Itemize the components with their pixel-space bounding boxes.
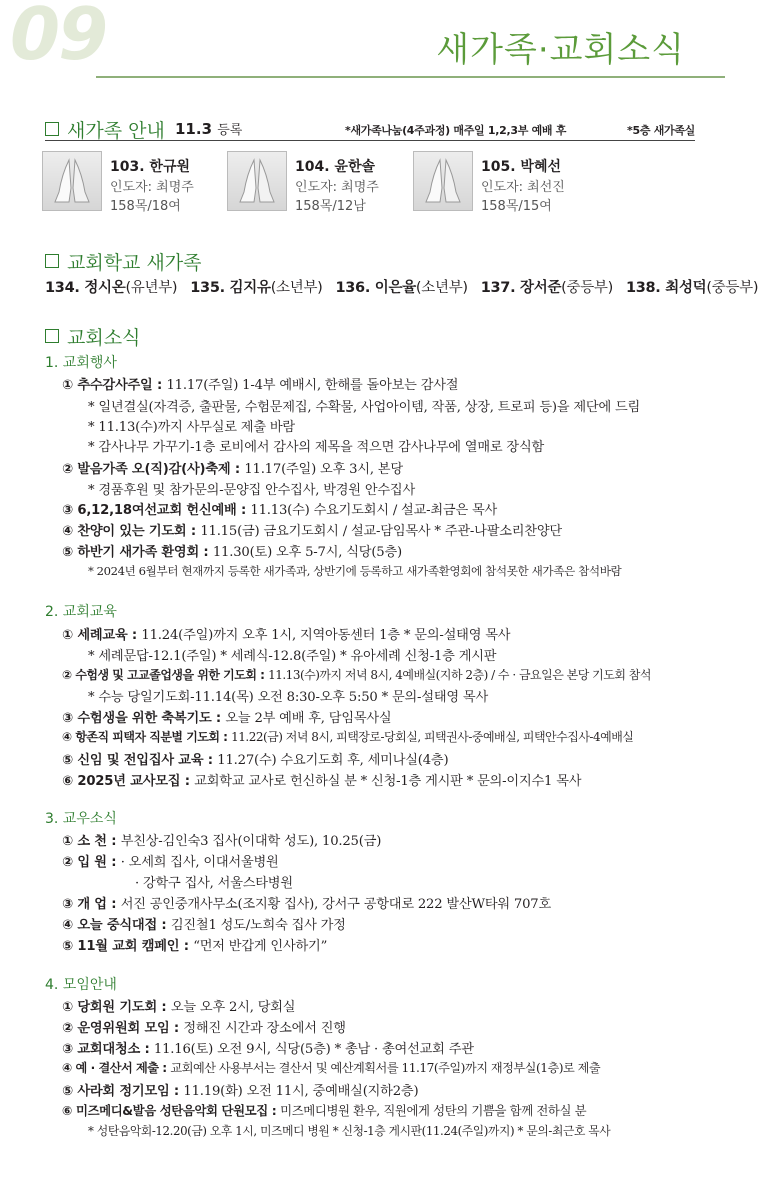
news-item: ⑤ 사라회 정기모임 : 11.19(화) 오전 11시, 중예배실(지하2층) <box>62 1084 419 1099</box>
new-family-card <box>413 151 593 213</box>
news-note: * 수능 당일기도회-11.14(목) 오전 8:30-오후 5:50 * 문의-설태영 목사 <box>88 690 489 705</box>
page-header <box>0 0 725 82</box>
member-guide: 인도자: 최명주 <box>110 180 194 195</box>
news-note: · 강학구 집사, 서울스타병원 <box>135 876 293 891</box>
school-new-members: 134. 정시온(유년부) 135. 김지유(소년부) 136. 이은율(소년부) 137. 장서준(중등부) 138. 최성덕(중등부) <box>45 280 758 296</box>
member-info: 158목/15여 <box>481 199 552 214</box>
page-title: 새가족·교회소식 <box>436 30 685 70</box>
member-guide: 인도자: 최선진 <box>481 180 565 195</box>
news-item: ① 추수감사주일 : 11.17(주일) 1-4부 예배시, 한해를 돌아보는 감사절 <box>62 378 459 393</box>
new-family-room-note: *5층 새가족실 <box>627 124 695 137</box>
checkbox-square-icon <box>45 122 59 136</box>
subsection-title: 2. 교회교육 <box>45 604 117 620</box>
member-guide: 인도자: 최명주 <box>295 180 379 195</box>
news-item: ④ 항존직 피택자 직분별 기도회 : 11.22(금) 저녁 8시, 피택장로-당회실, 피택권사-중예배실, 피택안수집사-4예배실 <box>62 730 634 744</box>
news-note: * 감사나무 가꾸기-1층 로비에서 감사의 제목을 적으면 감사나무에 열매로 장식함 <box>88 440 545 455</box>
news-item: ② 입 원 : · 오세희 집사, 이대서울병원 <box>62 855 279 870</box>
news-note: * 11.13(수)까지 사무실로 제출 바람 <box>88 420 295 435</box>
news-item: ③ 개 업 : 서진 공인중개사무소(조지황 집사), 강서구 공항대로 222 발산W타워 707호 <box>62 897 552 912</box>
news-item: ④ 오늘 중식대접 : 김진철1 성도/노희숙 집사 가정 <box>62 918 346 933</box>
section-title-new-family: 새가족 안내 <box>45 116 165 143</box>
news-item: ② 발음가족 오(직)감(사)축제 : 11.17(주일) 오후 3시, 본당 <box>62 462 403 477</box>
member-name: 103. 한규원 <box>110 159 190 175</box>
news-note: * 경품후원 및 참가문의-문양집 안수집사, 박경원 안수집사 <box>88 483 415 498</box>
news-note: * 일년결실(자격증, 출판물, 수험문제집, 수확물, 사업아이템, 작품, 상장, 트로피 등)을 제단에 드림 <box>88 400 641 415</box>
header-divider <box>96 76 725 78</box>
news-item: ③ 6,12,18여선교회 헌신예배 : 11.13(수) 수요기도회시 / 설교-최금은 목사 <box>62 503 498 518</box>
news-item: ② 운영위원회 모임 : 정해진 시간과 장소에서 진행 <box>62 1021 346 1036</box>
news-note: * 성탄음악회-12.20(금) 오후 1시, 미즈메디 병원 * 신청-1층 게시판(11.24(주일)까지) * 문의-최근호 목사 <box>88 1124 611 1138</box>
new-family-card <box>42 151 222 213</box>
news-note: * 2024년 6월부터 현재까지 등록한 새가족과, 상반기에 등록하고 새가족환영회에 참석못한 새가족은 참석바람 <box>88 564 622 578</box>
news-item: ⑥ 2025년 교사모집 : 교회학교 교사로 헌신하실 분 * 신청-1층 게시판 * 문의-이지수1 목사 <box>62 774 582 789</box>
new-family-card <box>227 151 407 213</box>
member-info: 158목/12남 <box>295 199 366 214</box>
subsection-title: 1. 교회행사 <box>45 355 117 371</box>
new-family-note: *새가족나눔(4주과정) 매주일 1,2,3부 예배 후 <box>345 124 567 137</box>
news-item: ⑤ 11월 교회 캠페인 : “먼저 반갑게 인사하기” <box>62 939 328 954</box>
news-item: ③ 교회대청소 : 11.16(토) 오전 9시, 식당(5층) * 총남 · 총여선교회 주관 <box>62 1042 474 1057</box>
news-item: ① 소 천 : 부친상-김인숙3 집사(이대학 성도), 10.25(금) <box>62 834 382 849</box>
news-item: ③ 수험생을 위한 축복기도 : 오늘 2부 예배 후, 담임목사실 <box>62 711 392 726</box>
praying-hands-icon <box>227 151 287 211</box>
checkbox-square-icon <box>45 254 59 268</box>
section-title-school: 교회학교 새가족 <box>45 248 202 275</box>
new-family-header <box>45 116 695 141</box>
news-item: ④ 예 · 결산서 제출 : 교회예산 사용부서는 결산서 및 예산계획서를 11.17(주일)까지 재정부실(1층)로 제출 <box>62 1061 601 1075</box>
member-name: 104. 윤한솔 <box>295 159 375 175</box>
member-info: 158목/18여 <box>110 199 181 214</box>
news-item: ① 당회원 기도회 : 오늘 오후 2시, 당회실 <box>62 1000 296 1015</box>
news-item: ① 세례교육 : 11.24(주일)까지 오후 1시, 지역아동센터 1층 * 문의-설태영 목사 <box>62 628 511 643</box>
member-name: 105. 박혜선 <box>481 159 561 175</box>
praying-hands-icon <box>42 151 102 211</box>
news-item: ⑤ 신임 및 전입집사 교육 : 11.27(수) 수요기도회 후, 세미나실(4층) <box>62 753 449 768</box>
registration-date: 11.3 등록 <box>175 120 243 138</box>
praying-hands-icon <box>413 151 473 211</box>
subsection-title: 3. 교우소식 <box>45 811 117 827</box>
news-item: ⑤ 하반기 새가족 환영회 : 11.30(토) 오후 5-7시, 식당(5층) <box>62 545 402 560</box>
news-item: ② 수험생 및 고교졸업생을 위한 기도회 : 11.13(수)까지 저녁 8시, 4예배실(지하 2층) / 수 · 금요일은 본당 기도회 참석 <box>62 668 651 682</box>
news-item: ④ 찬양이 있는 기도회 : 11.15(금) 금요기도회시 / 설교-담임목사 * 주관-나팔소리찬양단 <box>62 524 562 539</box>
news-note: * 세례문답-12.1(주일) * 세례식-12.8(주일) * 유아세례 신청-1층 게시판 <box>88 649 497 664</box>
page-number: 09 <box>10 0 107 76</box>
checkbox-square-icon <box>45 329 59 343</box>
news-item: ⑥ 미즈메디&발음 성탄음악회 단원모집 : 미즈메디병원 환우, 직원에게 성탄의 기쁨을 함께 전하실 분 <box>62 1103 587 1118</box>
subsection-title: 4. 모임안내 <box>45 977 117 993</box>
section-title-news: 교회소식 <box>45 323 140 350</box>
